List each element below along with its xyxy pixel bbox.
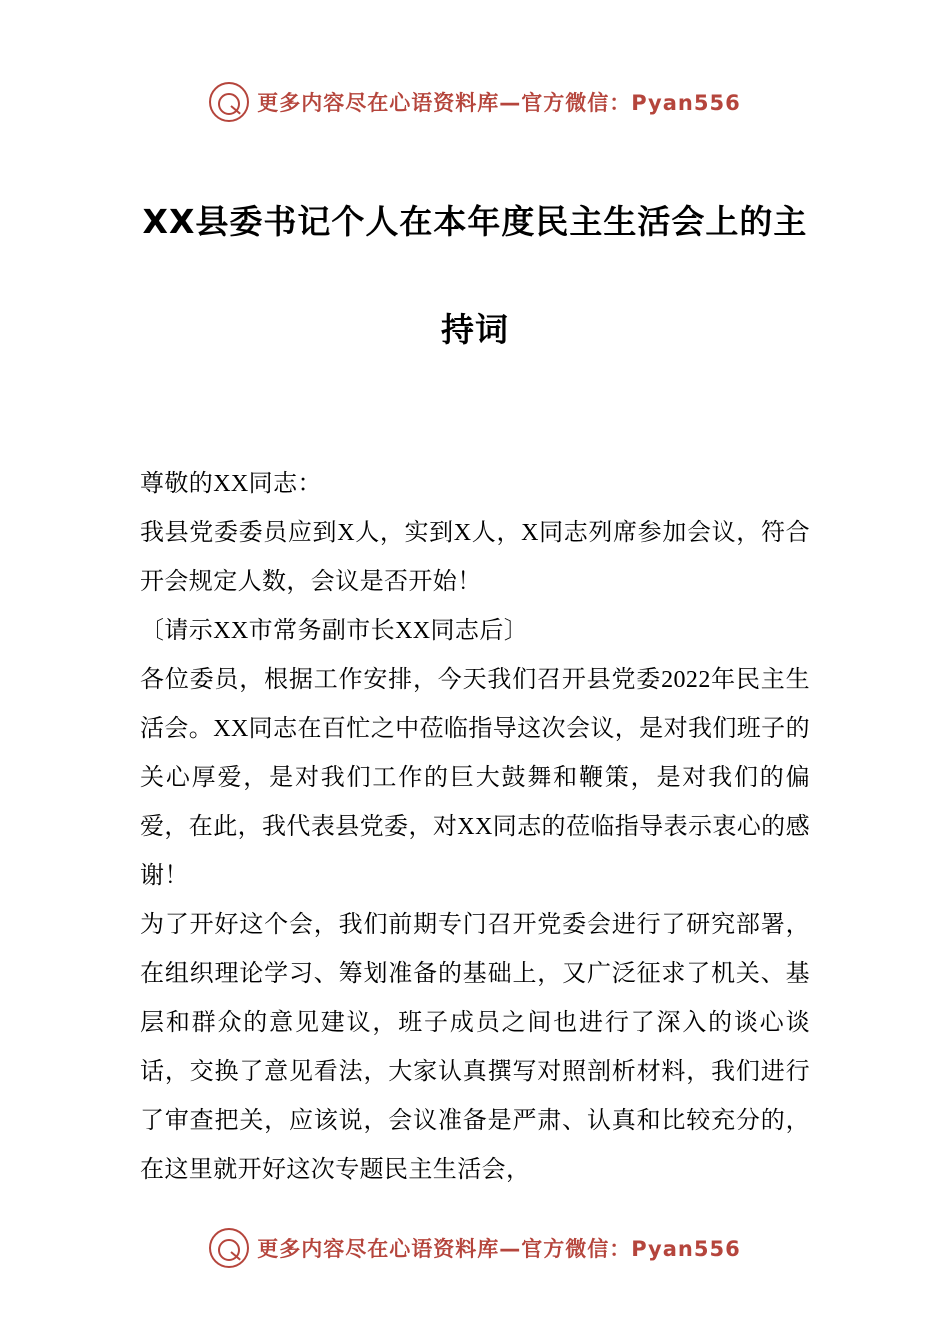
paragraph-preparation: 为了开好这个会，我们前期专门召开党委会进行了研究部署，在组织理论学习、筹划准备的基础上，又广泛征求了机关、基层和群众的意见建议，班子成员之间也进行了深入的谈心谈话，交换了意见看法，大家认真撰写对照剖析材料，我们进行了审查把关，应该说，会议准备是严肃、认真和比较充分的，在这里就开好这次专题民主生活会， [140, 912, 810, 1183]
document-body [140, 460, 810, 1195]
watermark-banner-top [0, 82, 950, 122]
watermark-text: 更多内容尽在心语资料库—官方微信：Pyan556 [257, 91, 741, 115]
watermark-banner-bottom [0, 1228, 950, 1268]
page-title: XX县委书记个人在本年度民主生活会上的主持词 [142, 202, 808, 349]
paragraph-salutation: 尊敬的XX同志： [140, 471, 322, 497]
paragraph-instruction-note: 〔请示XX市常务副市长XX同志后〕 [140, 618, 529, 644]
magnifier-logo-icon [209, 1228, 249, 1268]
magnifier-logo-icon [209, 82, 249, 122]
paragraph-opening-remarks: 各位委员，根据工作安排，今天我们召开县党委2022年民主生活会。XX同志在百忙之中莅临指导这次会议，是对我们班子的关心厚爱，是对我们工作的巨大鼓舞和鞭策，是对我们的偏爱，在此，我代表县党委，对XX同志的莅临指导表示衷心的感谢！ [140, 667, 810, 889]
paragraph-attendance: 我县党委委员应到X人，实到X人，X同志列席参加会议，符合开会规定人数，会议是否开始！ [140, 520, 810, 595]
watermark-text: 更多内容尽在心语资料库—官方微信：Pyan556 [257, 1237, 741, 1261]
